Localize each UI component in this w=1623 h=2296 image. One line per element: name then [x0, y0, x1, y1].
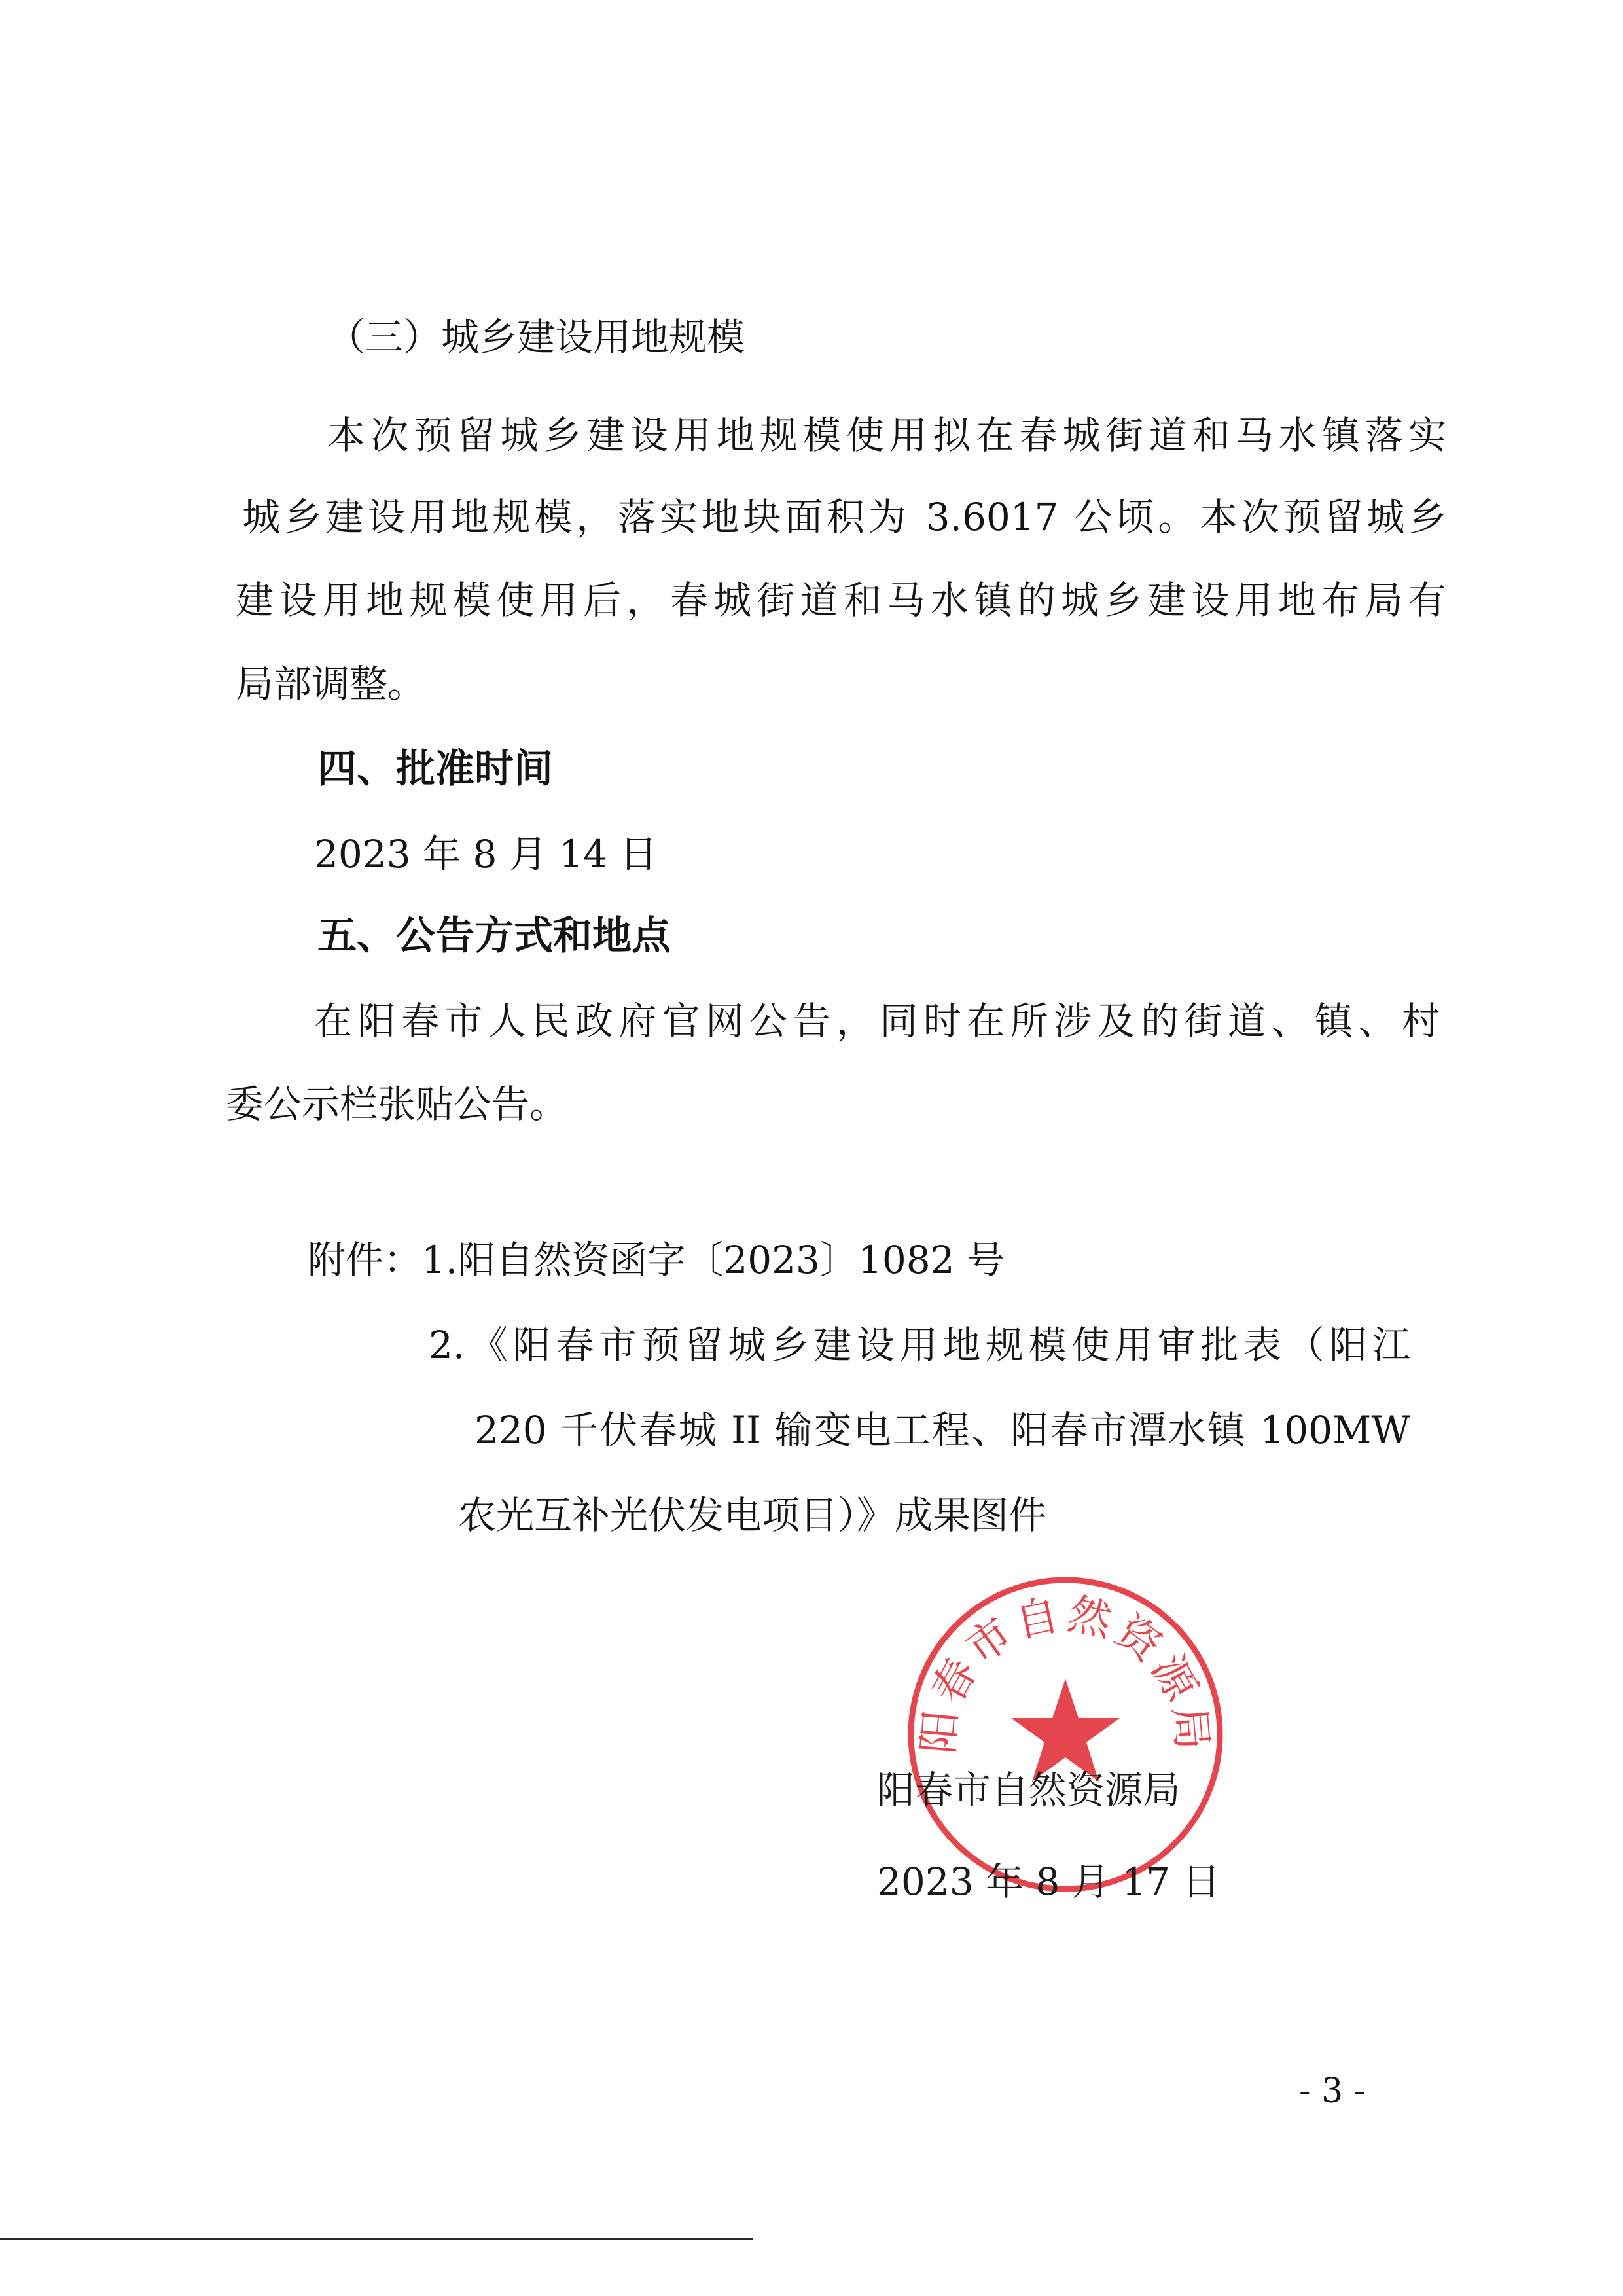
bottom-rule: [0, 2238, 753, 2240]
section3-heading: （三）城乡建设用地规模: [327, 315, 745, 359]
seal-text: 阳春市自然资源局: [912, 1588, 1219, 1756]
attachment-item2-line-3: 农光互补光伏发电项目）》成果图件: [458, 1493, 1047, 1537]
attachment-item2-line-2: 220 千伏春城 II 输变电工程、阳春市潭水镇 100MW: [474, 1408, 1410, 1452]
page-number: - 3 -: [1299, 2072, 1366, 2111]
section3-paragraph-line-2: 城乡建设用地规模，落实地块面积为 3.6017 公顷。本次预留城乡: [242, 495, 1446, 539]
section3-paragraph-line-1: 本次预留城乡建设用地规模使用拟在春城街道和马水镇落实: [327, 413, 1446, 457]
section3-paragraph-line-3: 建设用地规模使用后，春城街道和马水镇的城乡建设用地布局有: [236, 578, 1446, 622]
official-seal: [902, 1571, 1229, 1898]
section4-heading: 四、批准时间: [317, 746, 553, 792]
section5-paragraph-line-2: 委公示栏张贴公告。: [226, 1082, 568, 1126]
section5-heading: 五、公告方式和地点: [317, 913, 671, 959]
issuing-organization: 阳春市自然资源局: [877, 1768, 1181, 1812]
section5-paragraph-line-1: 在阳春市人民政府官网公告，同时在所涉及的街道、镇、村: [314, 999, 1440, 1043]
star-icon: [1011, 1679, 1120, 1782]
approval-date: 2023 年 8 月 14 日: [314, 832, 658, 876]
section3-paragraph-line-4: 局部调整。: [236, 662, 426, 706]
attachment-line-1: 附件：1.阳自然资函字〔2023〕1082 号: [308, 1238, 1005, 1282]
attachment-item2-line-1: 2.《阳春市预留城乡建设用地规模使用审批表（阳江: [429, 1323, 1410, 1367]
issue-date: 2023 年 8 月 17 日: [877, 1859, 1221, 1904]
